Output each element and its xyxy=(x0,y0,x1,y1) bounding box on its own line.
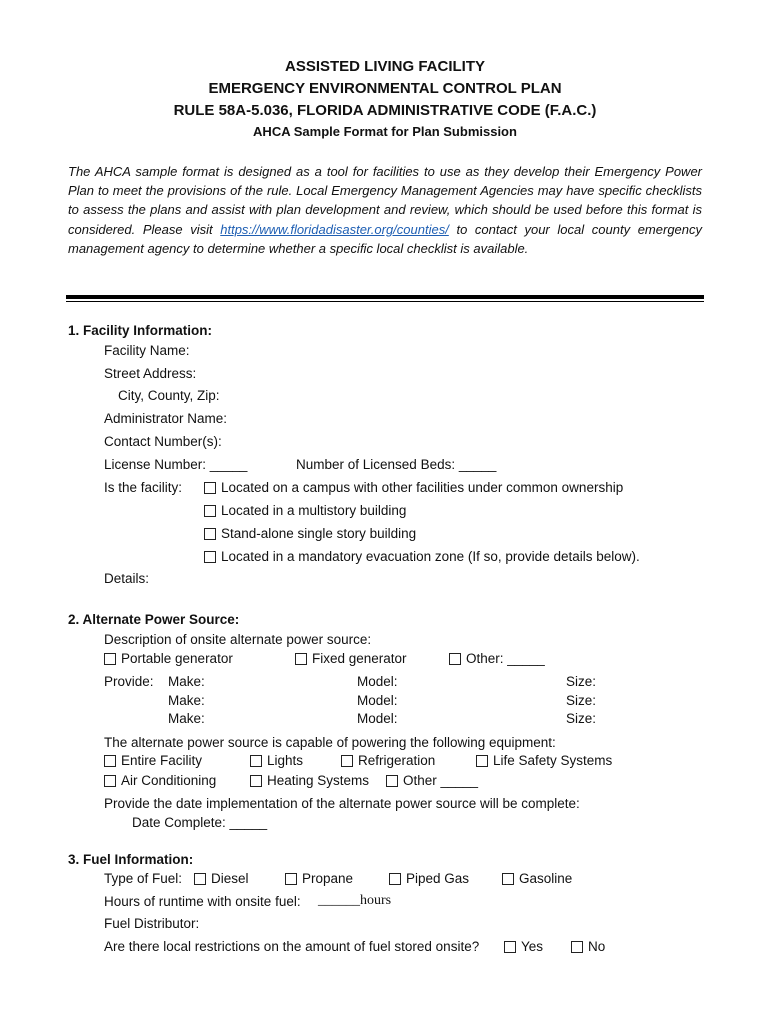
portable-generator-label: Portable generator xyxy=(121,651,233,666)
other-power-checkbox[interactable] xyxy=(449,653,461,665)
fixed-generator-checkbox[interactable] xyxy=(295,653,307,665)
diesel-checkbox[interactable] xyxy=(194,873,206,885)
fuel-type-label: Type of Fuel: xyxy=(104,871,183,886)
restrictions-yes-checkbox[interactable] xyxy=(504,941,516,953)
piped-gas-checkbox[interactable] xyxy=(389,873,401,885)
details-label: Details: xyxy=(104,571,150,586)
contact-number-label: Contact Number(s): xyxy=(104,434,222,449)
diesel-label: Diesel xyxy=(211,871,249,886)
fuel-distributor-label: Fuel Distributor: xyxy=(104,916,200,931)
piped-gas-label: Piped Gas xyxy=(406,871,470,886)
administrator-name-label: Administrator Name: xyxy=(104,411,228,426)
size-label-2: Size: xyxy=(566,693,597,708)
runtime-label: Hours of runtime with onsite fuel: xyxy=(104,894,301,909)
date-complete-field[interactable]: Date Complete: _____ xyxy=(132,815,268,830)
propane-option[interactable] xyxy=(285,871,353,886)
fuel-restrictions-question: Are there local restrictions on the amount of fuel stored onsite? xyxy=(104,939,480,954)
runtime-hours-field[interactable]: ______hours xyxy=(318,893,392,908)
entire-facility-label: Entire Facility xyxy=(121,753,203,768)
size-label-3: Size: xyxy=(566,711,597,726)
propane-checkbox[interactable] xyxy=(285,873,297,885)
title-line-1: ASSISTED LIVING FACILITY xyxy=(284,58,486,75)
provide-label: Provide: xyxy=(104,674,154,689)
section-3-title: 3. Fuel Information: xyxy=(68,852,194,867)
multistory-option[interactable] xyxy=(204,503,406,518)
campus-checkbox[interactable] xyxy=(204,482,216,494)
diesel-option[interactable] xyxy=(194,871,249,886)
refrigeration-label: Refrigeration xyxy=(358,753,436,768)
section-1-title: 1. Facility Information: xyxy=(68,323,213,338)
heating-checkbox[interactable] xyxy=(250,775,262,787)
refrigeration-option[interactable] xyxy=(341,753,435,768)
air-conditioning-checkbox[interactable] xyxy=(104,775,116,787)
other-equipment-label: Other _____ xyxy=(403,773,479,788)
standalone-label: Stand-alone single story building xyxy=(221,526,417,541)
restrictions-yes-option[interactable] xyxy=(504,939,543,954)
piped-gas-option[interactable] xyxy=(389,871,469,886)
other-power-label: Other: _____ xyxy=(466,651,545,666)
intro-text-before: The AHCA sample format is designed as a tool for facilities to use as they develop their Emergency Power Plan to meet the provisions of the rule. Local Emergency Management Agencies may have specific checklists to assess the plans and assist with plan development and review, which should be used before this format is considered. Please visit xyxy=(68,164,702,237)
restrictions-no-checkbox[interactable] xyxy=(571,941,583,953)
restrictions-no-option[interactable] xyxy=(571,939,605,954)
portable-generator-checkbox[interactable] xyxy=(104,653,116,665)
gasoline-label: Gasoline xyxy=(519,871,573,886)
street-address-label: Street Address: xyxy=(104,366,197,381)
multistory-label: Located in a multistory building xyxy=(221,503,407,518)
restrictions-yes-label: Yes xyxy=(521,939,544,954)
date-prompt: Provide the date implementation of the alternate power source will be complete: xyxy=(104,796,580,811)
heating-label: Heating Systems xyxy=(267,773,370,788)
model-label-2: Model: xyxy=(357,693,398,708)
lights-label: Lights xyxy=(267,753,304,768)
fixed-generator-option[interactable] xyxy=(295,651,407,666)
divider-thick xyxy=(66,295,704,299)
entire-facility-option[interactable] xyxy=(104,753,202,768)
make-label-3: Make: xyxy=(168,711,205,726)
life-safety-checkbox[interactable] xyxy=(476,755,488,767)
life-safety-option[interactable] xyxy=(476,753,612,768)
refrigeration-checkbox[interactable] xyxy=(341,755,353,767)
make-label-1: Make: xyxy=(168,674,205,689)
model-label-1: Model: xyxy=(357,674,398,689)
standalone-checkbox[interactable] xyxy=(204,528,216,540)
life-safety-label: Life Safety Systems xyxy=(493,753,613,768)
fixed-generator-label: Fixed generator xyxy=(312,651,407,666)
counties-link[interactable]: https://www.floridadisaster.org/counties/ xyxy=(220,221,449,237)
is-facility-label: Is the facility: xyxy=(104,480,183,495)
intro-paragraph xyxy=(68,162,702,258)
model-label-3: Model: xyxy=(357,711,398,726)
licensed-beds-field[interactable]: Number of Licensed Beds: _____ xyxy=(296,457,497,472)
gasoline-checkbox[interactable] xyxy=(502,873,514,885)
subtitle: AHCA Sample Format for Plan Submission xyxy=(253,124,517,139)
campus-option[interactable] xyxy=(204,480,623,495)
campus-label: Located on a campus with other facilities under common ownership xyxy=(221,480,624,495)
other-equipment-option[interactable] xyxy=(386,773,478,788)
lights-checkbox[interactable] xyxy=(250,755,262,767)
city-county-zip-label: City, County, Zip: xyxy=(118,388,220,403)
air-conditioning-label: Air Conditioning xyxy=(121,773,217,788)
divider-thin xyxy=(66,301,704,302)
heating-option[interactable] xyxy=(250,773,369,788)
equipment-intro: The alternate power source is capable of powering the following equipment: xyxy=(104,735,556,750)
entire-facility-checkbox[interactable] xyxy=(104,755,116,767)
portable-generator-option[interactable] xyxy=(104,651,233,666)
standalone-option[interactable] xyxy=(204,526,416,541)
make-label-2: Make: xyxy=(168,693,205,708)
gasoline-option[interactable] xyxy=(502,871,572,886)
propane-label: Propane xyxy=(302,871,354,886)
other-equipment-checkbox[interactable] xyxy=(386,775,398,787)
evacuation-label: Located in a mandatory evacuation zone (If so, provide details below). xyxy=(221,549,640,564)
title-line-3: RULE 58A-5.036, FLORIDA ADMINISTRATIVE CODE (F.A.C.) xyxy=(173,102,597,119)
evacuation-checkbox[interactable] xyxy=(204,551,216,563)
license-number-field[interactable]: License Number: _____ xyxy=(104,457,248,472)
evacuation-option[interactable] xyxy=(204,549,640,564)
air-conditioning-option[interactable] xyxy=(104,773,216,788)
multistory-checkbox[interactable] xyxy=(204,505,216,517)
power-description-label: Description of onsite alternate power source: xyxy=(104,632,372,647)
title-line-2: EMERGENCY ENVIRONMENTAL CONTROL PLAN xyxy=(208,80,562,97)
restrictions-no-label: No xyxy=(588,939,606,954)
facility-name-label: Facility Name: xyxy=(104,343,190,358)
lights-option[interactable] xyxy=(250,753,303,768)
other-power-option[interactable] xyxy=(449,651,545,666)
size-label-1: Size: xyxy=(566,674,597,689)
section-2-title: 2. Alternate Power Source: xyxy=(68,612,240,627)
intro-text-after: to contact your local county emergency management agency to determine whether a specific local checklist is available. xyxy=(68,221,703,256)
